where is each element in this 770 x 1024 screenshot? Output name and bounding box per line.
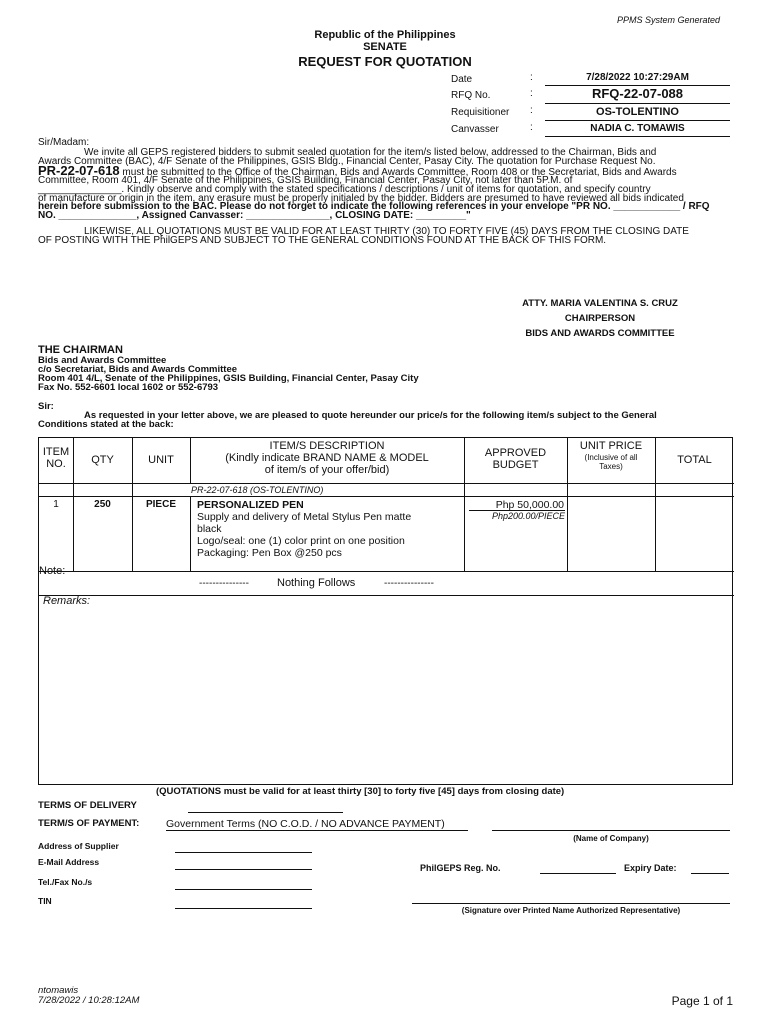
nothing-follows: Nothing Follows (277, 577, 356, 589)
salutation: Sir/Madam: (38, 137, 90, 148)
requisitioner-value: OS-TOLENTINO (545, 106, 730, 121)
email-label: E-Mail Address (38, 857, 100, 867)
expiry-label: Expiry Date: (624, 863, 677, 873)
email-field[interactable] (175, 869, 312, 870)
company-name-caption: (Name of Company) (573, 834, 649, 843)
addressee-line-3: Room 401 4/L, Senate of the Philippines, GSIS Building, Financial Center, Pasay City (38, 373, 419, 384)
requisitioner-colon: : (530, 105, 533, 116)
reply-salutation: Sir: (38, 401, 54, 412)
validity-line-1: LIKEWISE, ALL QUOTATIONS MUST BE VALID FOR AT LEAST THIRTY (30) TO FORTY FIVE (45) DAYS FROM THE CLOSING DATE (84, 226, 689, 237)
terms-payment-label: TERM/S OF PAYMENT: (38, 818, 140, 829)
page-number: Page 1 of 1 (671, 994, 733, 1008)
intro-line-2: Awards Committee (BAC), 4/F Senate of the Philippines, GSIS Bldg., Financial Center, Pasay City. The quotation for Purchase Request No. (38, 156, 656, 167)
row-budget: Php 50,000.00 (495, 499, 564, 511)
addressee-line-4: Fax No. 552-6601 local 1602 or 552-6793 (38, 382, 219, 393)
items-table (38, 437, 733, 785)
col-description-1: ITEM/S DESCRIPTION (269, 440, 385, 452)
row-desc-2: black (197, 523, 222, 535)
reply-line-1: As requested in your letter above, we are pleased to quote hereunder our price/s for the following item/s subject to the General (84, 410, 657, 421)
remarks-label: Remarks: (43, 595, 91, 607)
addressee-line-1: Bids and Awards Committee (38, 355, 167, 366)
col-unit-price: UNIT PRICE (579, 440, 643, 452)
row-qty: 250 (94, 499, 111, 510)
col-budget-1: APPROVED (484, 447, 547, 459)
expiry-field[interactable] (691, 873, 729, 874)
tin-label: TIN (38, 896, 52, 906)
canvasser-label: Canvasser (451, 124, 499, 135)
dashes-left: --------------- (199, 578, 249, 589)
signatory-office: BIDS AND AWARDS COMMITTEE (525, 328, 675, 339)
company-name-field[interactable] (492, 830, 730, 831)
row-item-no: 1 (53, 499, 59, 510)
col-unit: UNIT (148, 454, 174, 466)
date-label: Date (451, 74, 473, 85)
system-generated-note: PPMS System Generated (616, 15, 720, 25)
col-description-2: (Kindly indicate BRAND NAME & MODEL (225, 452, 429, 464)
supplier-address-field[interactable] (175, 852, 312, 853)
row-desc-3: Logo/seal: one (1) color print on one position (197, 535, 405, 547)
signatory-position: CHAIRPERSON (564, 313, 636, 324)
canvasser-colon: : (530, 122, 533, 133)
terms-payment-value: Government Terms (NO C.O.D. / NO ADVANCE PAYMENT) (166, 818, 445, 830)
intro-line-5: _______________. Kindly observe and comply with the stated specifications / descriptions / unit of items for quotation, and specify country (38, 184, 651, 195)
col-unit-price-sub-2: Taxes) (599, 462, 623, 471)
philgeps-field[interactable] (540, 873, 616, 874)
terms-delivery-label: TERMS OF DELIVERY (38, 800, 137, 811)
republic-heading: Republic of the Philippines (314, 29, 456, 41)
row-unit: PIECE (145, 499, 176, 510)
pr-number: PR-22-07-618 (38, 163, 120, 178)
intro-line-3-text: must be submitted to the Office of the Chairman, Bids and Awards Committee, Room 408 or the Secretariat, Bids and Awards (119, 167, 677, 178)
terms-payment-underline (166, 830, 468, 831)
tin-field[interactable] (175, 908, 312, 909)
supplier-address-label: Address of Supplier (38, 841, 119, 851)
canvasser-value: NADIA C. TOMAWIS (545, 123, 730, 137)
intro-line-1: We invite all GEPS registered bidders to submit sealed quotation for the item/s listed below, addressed to the Chairman, Bids and (84, 147, 657, 158)
quotation-validity-note: (QUOTATIONS must be valid for at least thirty [30] to forty five [45] days from closing date) (156, 786, 565, 797)
rfq-no-colon: : (530, 88, 533, 99)
date-colon: : (530, 72, 533, 83)
pr-reference: PR-22-07-618 (OS-TOLENTINO) (191, 485, 324, 495)
col-qty: QTY (91, 454, 114, 466)
col-budget-2: BUDGET (492, 459, 539, 471)
signature-caption: (Signature over Printed Name Authorized Representative) (461, 906, 681, 915)
telfax-field[interactable] (175, 889, 312, 890)
philgeps-label: PhilGEPS Reg. No. (420, 863, 501, 873)
col-description-3: of item/s of your offer/bid) (264, 464, 390, 476)
intro-line-4: Committee, Room 401, 4/F Senate of the Philippines, GSIS Building, Financial Center, Pasay City, not later than 5P.M. of (38, 175, 573, 186)
col-total: TOTAL (677, 454, 712, 466)
row-budget-unit: Php200.00/PIECE (491, 511, 565, 521)
rfq-no-label: RFQ No. (451, 90, 491, 101)
date-value: 7/28/2022 10:27:29AM (545, 72, 730, 86)
col-unit-price-sub-1: (Inclusive of all (584, 453, 638, 462)
signature-field[interactable] (412, 903, 730, 904)
requisitioner-label: Requisitioner (451, 107, 510, 118)
footer-user: ntomawis (38, 985, 79, 996)
dashes-right: --------------- (384, 578, 434, 589)
senate-heading: SENATE (363, 41, 407, 53)
telfax-label: Tel./Fax No./s (38, 877, 93, 887)
row-desc-4: Packaging: Pen Box @250 pcs (197, 547, 342, 559)
validity-line-2: OF POSTING WITH THE PhilGEPS AND SUBJECT TO THE GENERAL CONDITIONS FOUND AT THE BACK OF THIS FORM. (38, 235, 607, 246)
page-title: REQUEST FOR QUOTATION (298, 54, 472, 69)
addressee-title: THE CHAIRMAN (38, 344, 123, 356)
reply-line-2: Conditions stated at the back: (38, 419, 174, 430)
row-desc-1: Supply and delivery of Metal Stylus Pen matte (197, 511, 412, 523)
intro-line-8: NO. ______________, Assigned Canvasser: _______________, CLOSING DATE: _________" (38, 210, 471, 221)
signatory-name: ATTY. MARIA VALENTINA S. CRUZ (522, 298, 678, 309)
col-item-no: ITEM NO. (42, 446, 70, 470)
footer-timestamp: 7/28/2022 / 10:28:12AM (38, 995, 140, 1006)
row-item-name: PERSONALIZED PEN (197, 499, 304, 511)
intro-line-7: herein before submission to the BAC. Please do not forget to indicate the following references in your envelope "PR NO. ____________ / RFQ (38, 201, 710, 212)
intro-line-6: of manufacture or origin in the item, any erasure must be properly initialed by the bidder. Bidders are presumed to have reviewed all bids indicated (38, 193, 684, 204)
addressee-line-2: c/o Secretariat, Bids and Awards Committee (38, 364, 238, 375)
rfq-no-value: RFQ-22-07-088 (545, 86, 730, 104)
note-label: Note: (39, 565, 66, 577)
terms-delivery-field[interactable] (188, 812, 343, 813)
